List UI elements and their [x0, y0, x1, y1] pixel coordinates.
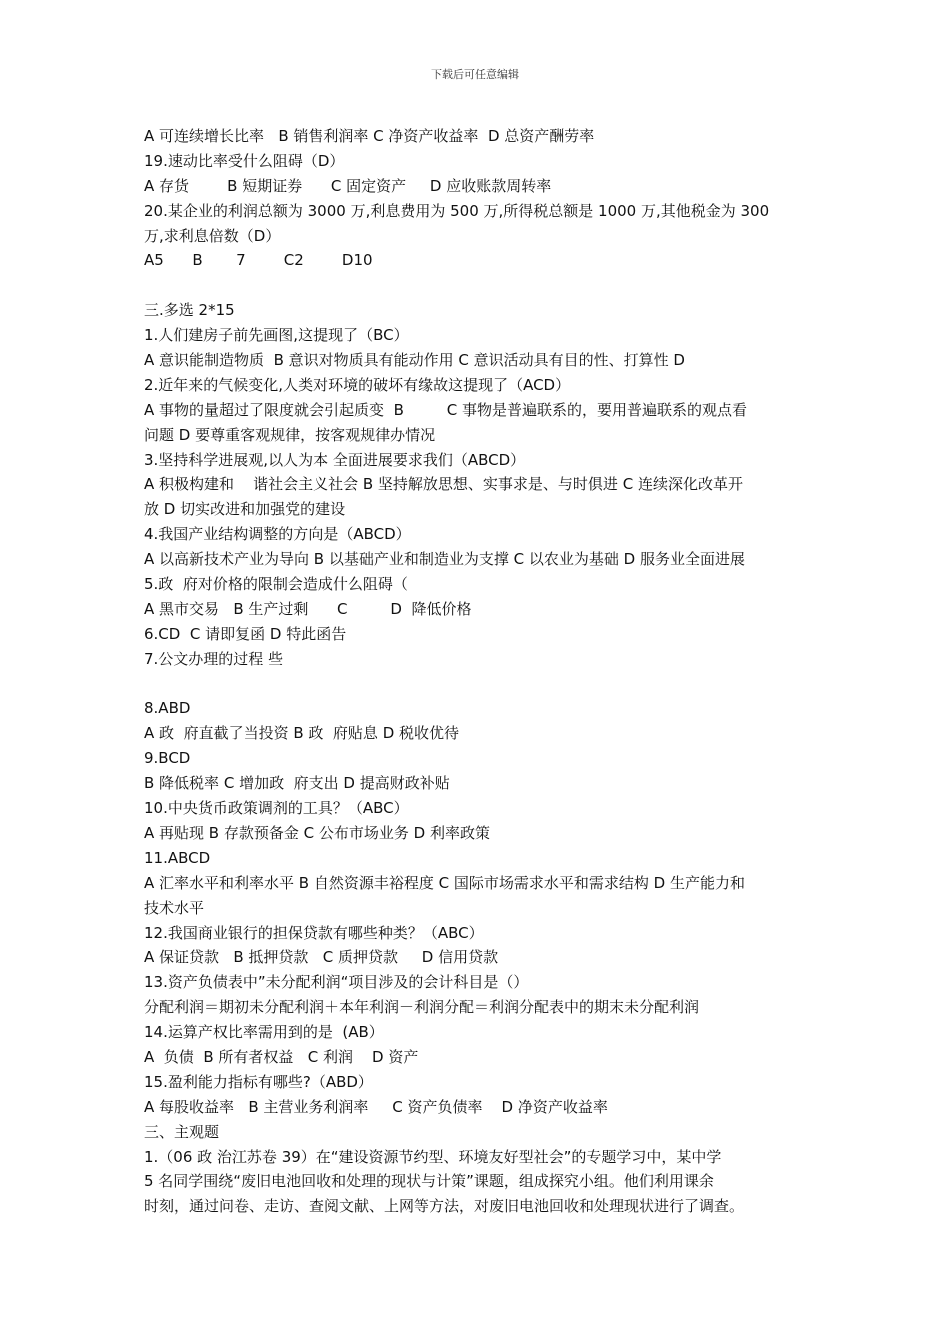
text-line: 6.CD C 请即复函 D 特此函告 — [144, 624, 347, 643]
text-line: 5.政 府对价格的限制会造成什么阻碍（ — [144, 575, 408, 594]
text-line: A 政 府直截了当投资 B 政 府贴息 D 税收优待 — [144, 724, 460, 743]
text-line: A 积极构建和 谐社会主义社会 B 坚持解放思想、实事求是、与时俱进 C 连续深化改革开 — [144, 475, 743, 494]
text-line: 1.（06 政 治江苏卷 39）在“建设资源节约型、环境友好型社会”的专题学习中，某中学 — [144, 1147, 722, 1166]
text-line: 15.盈利能力指标有哪些?（ABD） — [144, 1072, 373, 1091]
text-line: A 意识能制造物质 B 意识对物质具有能动作用 C 意识活动具有目的性、打算性 D — [144, 351, 685, 370]
text-line: 问题 D 要尊重客观规律，按客观规律办情况 — [144, 425, 436, 444]
text-line: 8.ABD — [144, 699, 191, 718]
text-line: A 可连续增长比率 B 销售利润率 C 净资产收益率 D 总资产酬劳率 — [144, 127, 595, 145]
document-body — [144, 124, 814, 1219]
text-line — [144, 273, 814, 298]
text-line — [144, 672, 814, 697]
text-line: 分配利润＝期初未分配利润＋本年利润－利润分配＝利润分配表中的期末未分配利润 — [144, 998, 700, 1017]
text-line: 13.资产负债表中”未分配利润“项目涉及的会计科目是（） — [144, 973, 529, 992]
page-header: 下载后可任意编辑 — [431, 68, 519, 81]
text-line: B 降低税率 C 增加政 府支出 D 提高财政补贴 — [144, 774, 450, 793]
text-line: 4.我国产业结构调整的方向是（ABCD） — [144, 525, 411, 544]
text-line: A 保证贷款 B 抵押贷款 C 质押贷款 D 信用贷款 — [144, 948, 499, 967]
text-line: A 存货 B 短期证券 C 固定资产 D 应收账款周转率 — [144, 176, 552, 195]
text-line: 19.速动比率受什么阻碍（D） — [144, 151, 345, 170]
text-line: 三、主观题 — [144, 1122, 220, 1141]
text-line: A 负债 B 所有者权益 C 利润 D 资产 — [144, 1047, 419, 1066]
text-line: 10.中央货币政策调剂的工具？（ABC） — [144, 799, 409, 818]
text-line: A 再贴现 B 存款预备金 C 公布市场业务 D 利率政策 — [144, 823, 490, 842]
text-line: 放 D 切实改进和加强党的建设 — [144, 500, 346, 519]
text-line: 万,求利息倍数（D） — [144, 226, 281, 245]
text-line: A 以高新技术产业为导向 B 以基础产业和制造业为支撑 C 以农业为基础 D 服务业全面进展 — [144, 550, 745, 569]
text-line: A 每股收益率 B 主营业务利润率 C 资产负债率 D 净资产收益率 — [144, 1097, 608, 1116]
text-line: 11.ABCD — [144, 848, 211, 867]
text-line: 时刻，通过问卷、走访、查阅文献、上网等方法，对废旧电池回收和处理现状进行了调查。 — [144, 1197, 745, 1216]
text-line: 9.BCD — [144, 749, 191, 768]
text-line: A 黑市交易 B 生产过剩 C D 降低价格 — [144, 599, 472, 618]
text-line: 12.我国商业银行的担保贷款有哪些种类？（ABC） — [144, 923, 484, 942]
text-line: 14.运算产权比率需用到的是 (AB） — [144, 1023, 384, 1042]
text-line: 5 名同学围绕“废旧电池回收和处理的现状与计策”课题，组成探究小组。他们利用课余 — [144, 1172, 714, 1191]
text-line: A5 B 7 C2 D10 — [144, 251, 373, 270]
text-line: 1.人们建房子前先画图,这提现了（BC） — [144, 326, 409, 345]
text-line: 三.多选 2*15 — [144, 301, 235, 320]
text-line: 20.某企业的利润总额为 3000 万,利息费用为 500 万,所得税总额是 1000 万,其他税金为 300 — [144, 201, 770, 220]
text-line: 2.近年来的气候变化,人类对环境的破坏有缘故这提现了（ACD） — [144, 375, 571, 394]
text-line: 3.坚持科学进展观,以人为本 全面进展要求我们（ABCD） — [144, 450, 526, 469]
text-line: A 汇率水平和利率水平 B 自然资源丰裕程度 C 国际市场需求水平和需求结构 D 生产能力和 — [144, 873, 745, 892]
text-line: A 事物的量超过了限度就会引起质变 B C 事物是普遍联系的，要用普遍联系的观点看 — [144, 400, 748, 419]
text-line: 技术水平 — [144, 898, 205, 917]
text-line: 7.公文办理的过程 些 — [144, 649, 284, 668]
